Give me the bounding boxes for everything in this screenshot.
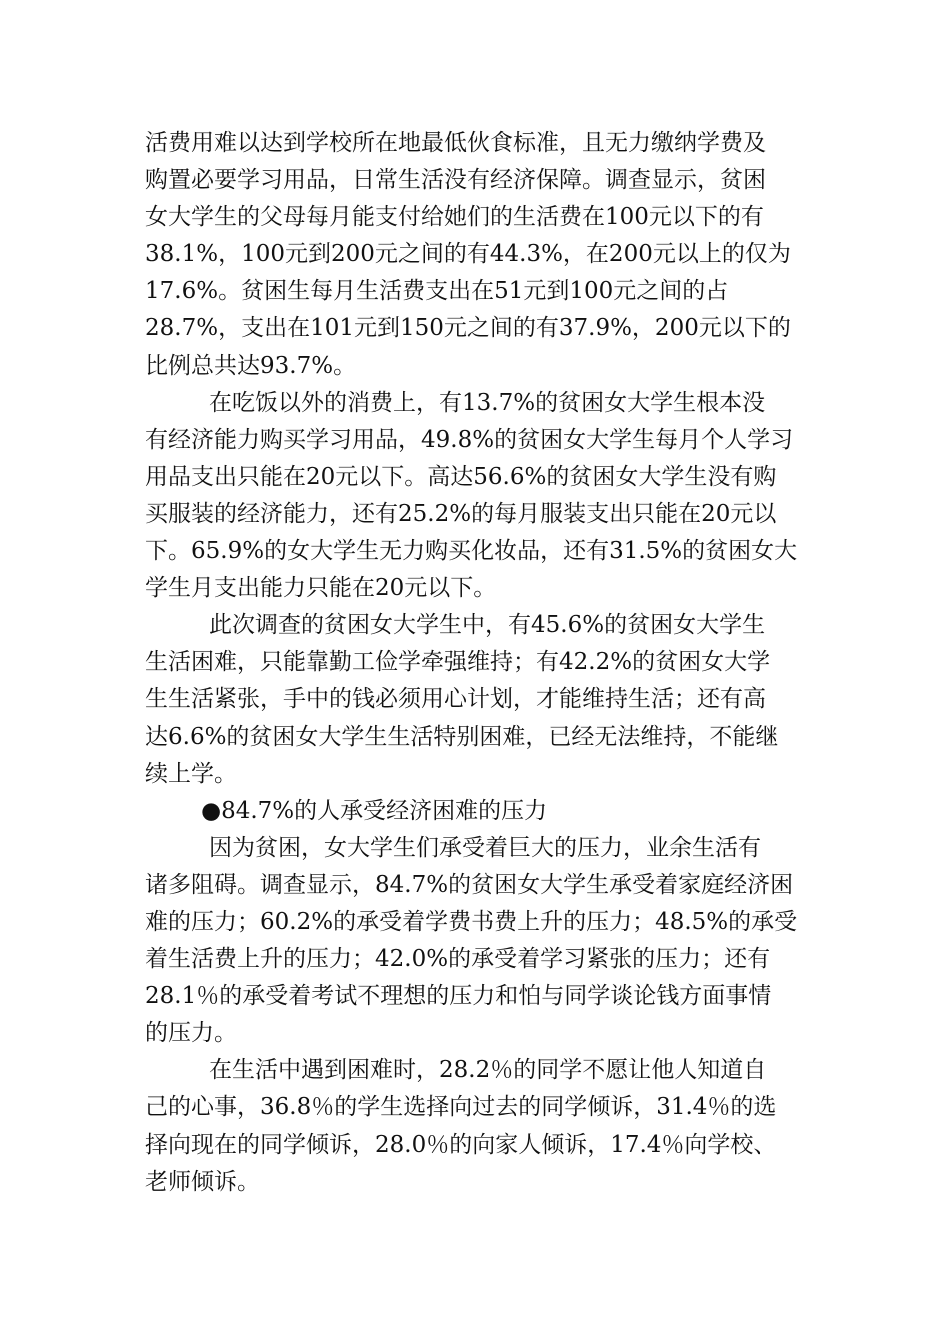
text-line: 学生月支出能力只能在20元以下。	[145, 575, 497, 602]
text-line: 女大学生的父母每月能支付给她们的生活费在100元以下的有	[145, 204, 764, 231]
text-line: 诸多阻碍。调查显示，84.7%的贫困女大学生承受着家庭经济困	[145, 871, 794, 898]
text-line: 28.1％的承受着考试不理想的压力和怕与同学谈论钱方面事情	[145, 983, 772, 1010]
text-line: 下。65.9%的女大学生无力购买化妆品，还有31.5%的贫困女大	[145, 538, 798, 565]
text-line: 难的压力；60.2%的承受着学费书费上升的压力；48.5%的承受	[145, 908, 798, 935]
text-line: 用品支出只能在20元以下。高达56.6%的贫困女大学生没有购	[145, 463, 777, 490]
text-line: 购置必要学习用品，日常生活没有经济保障。调查显示，贫困	[145, 167, 766, 194]
text-line: 着生活费上升的压力；42.0%的承受着学习紧张的压力；还有	[145, 946, 771, 973]
section-heading: ●84.7%的人承受经济困难的压力	[201, 797, 548, 824]
text-line: 生活困难，只能靠勤工俭学牵强维持；有42.2%的贫困女大学	[145, 649, 771, 676]
paragraph-start-line: 在吃饭以外的消费上，有13.7%的贫困女大学生根本没	[209, 389, 766, 416]
text-line: 的压力。	[145, 1020, 237, 1047]
text-line: 活费用难以达到学校所在地最低伙食标准，且无力缴纳学费及	[145, 130, 766, 156]
text-line: 28.7%，支出在101元到150元之间的有37.9%，200元以下的	[145, 315, 791, 342]
text-line: 有经济能力购买学习用品，49.8%的贫困女大学生每月个人学习	[145, 426, 794, 453]
paragraph-start-line: 因为贫困，女大学生们承受着巨大的压力，业余生活有	[209, 834, 761, 861]
text-line: 己的心事，36.8％的学生选择向过去的同学倾诉，31.4％的选	[145, 1094, 777, 1121]
text-line: 买服装的经济能力，还有25.2%的每月服装支出只能在20元以	[145, 500, 777, 527]
text-line: 38.1%，100元到200元之间的有44.3%，在200元以上的仅为	[145, 241, 791, 268]
paragraph-start-line: 在生活中遇到困难时，28.2％的同学不愿让他人知道自	[209, 1057, 767, 1084]
paragraph-start-line: 此次调查的贫困女大学生中，有45.6%的贫困女大学生	[209, 612, 766, 639]
text-line: 达6.6%的贫困女大学生生活特别困难，已经无法维持，不能继	[145, 723, 779, 750]
text-line: 续上学。	[145, 760, 237, 787]
text-line: 生生活紧张，手中的钱必须用心计划，才能维持生活；还有高	[145, 686, 766, 713]
text-line: 择向现在的同学倾诉，28.0％的向家人倾诉，17.4％向学校、	[145, 1131, 777, 1158]
body-text	[145, 125, 805, 1201]
text-line: 17.6%。贫困生每月生活费支出在51元到100元之间的占	[145, 278, 729, 305]
text-line: 比例总共达93.7%。	[145, 352, 357, 379]
text-line: 老师倾诉。	[145, 1168, 260, 1195]
